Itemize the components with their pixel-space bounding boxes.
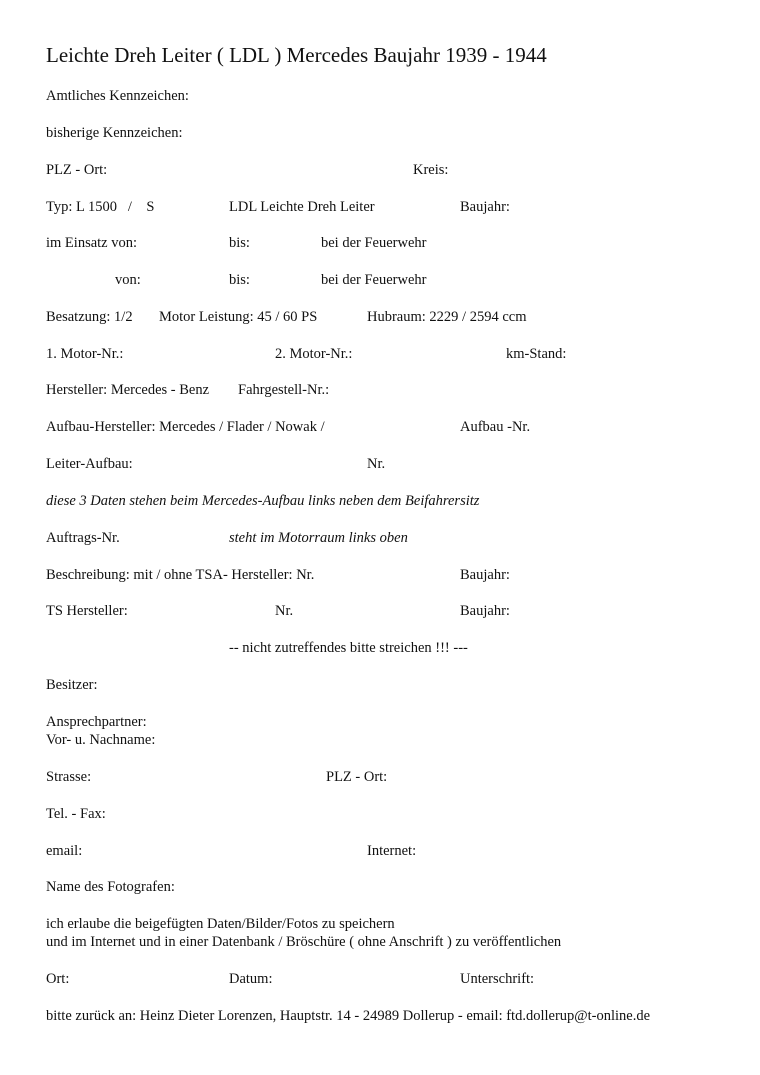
label-leiter-aufbau: Leiter-Aufbau:: [46, 456, 133, 472]
text-ruecksendung: bitte zurück an: Heinz Dieter Lorenzen, Hauptstr. 14 - 24989 Dollerup - email: ftd.dollerup@t-online.de: [46, 1008, 651, 1024]
label-kreis: Kreis:: [413, 162, 449, 178]
page-title: Leichte Dreh Leiter ( LDL ) Mercedes Baujahr 1939 - 1944: [46, 43, 547, 67]
label-besatzung: Besatzung: 1/2: [46, 309, 133, 325]
label-aufbau-hersteller: Aufbau-Hersteller: Mercedes / Flader / Nowak /: [46, 419, 325, 435]
label-bis-1: bis:: [229, 235, 250, 251]
label-motor-leistung: Motor Leistung: 45 / 60 PS: [159, 309, 318, 325]
label-motor-nr-1: 1. Motor-Nr.:: [46, 346, 124, 362]
note-motorraum: steht im Motorraum links oben: [229, 530, 408, 546]
label-bis-2: bis:: [229, 272, 250, 288]
label-fotograf: Name des Fotografen:: [46, 879, 175, 895]
label-plz-ort: PLZ - Ort:: [46, 162, 108, 178]
label-von: von:: [115, 272, 141, 288]
label-hubraum: Hubraum: 2229 / 2594 ccm: [367, 309, 527, 325]
label-amtliches-kennzeichen: Amtliches Kennzeichen:: [46, 88, 189, 104]
label-auftrags-nr: Auftrags-Nr.: [46, 530, 120, 546]
label-bisherige-kennzeichen: bisherige Kennzeichen:: [46, 125, 183, 141]
label-unterschrift: Unterschrift:: [460, 971, 535, 987]
label-nr-1: Nr.: [367, 456, 386, 472]
label-email: email:: [46, 843, 83, 859]
label-ort: Ort:: [46, 971, 70, 987]
label-strasse: Strasse:: [46, 769, 92, 785]
label-im-einsatz-von: im Einsatz von:: [46, 235, 138, 251]
label-internet: Internet:: [367, 843, 417, 859]
label-fahrgestell-nr: Fahrgestell-Nr.:: [238, 382, 330, 398]
label-ansprechpartner: Ansprechpartner:: [46, 714, 147, 730]
label-baujahr-2: Baujahr:: [460, 567, 510, 583]
note-streichen: -- nicht zutreffendes bitte streichen !!! ---: [229, 640, 468, 656]
label-feuerwehr-2: bei der Feuerwehr: [321, 272, 427, 288]
label-km-stand: km-Stand:: [506, 346, 567, 362]
label-hersteller: Hersteller: Mercedes - Benz: [46, 382, 210, 398]
label-datum: Datum:: [229, 971, 273, 987]
note-daten-position: diese 3 Daten stehen beim Mercedes-Aufbau links neben dem Beifahrersitz: [46, 493, 480, 509]
label-motor-nr-2: 2. Motor-Nr.:: [275, 346, 353, 362]
label-ldl: LDL Leichte Dreh Leiter: [229, 199, 375, 215]
label-nr-2: Nr.: [275, 603, 294, 619]
label-typ: Typ: L 1500 / S: [46, 199, 155, 215]
text-erlaubnis-1: ich erlaube die beigefügten Daten/Bilder/Fotos zu speichern: [46, 916, 395, 932]
label-tel-fax: Tel. - Fax:: [46, 806, 106, 822]
label-besitzer: Besitzer:: [46, 677, 98, 693]
label-baujahr-3: Baujahr:: [460, 603, 510, 619]
label-aufbau-nr: Aufbau -Nr.: [460, 419, 531, 435]
text-erlaubnis-2: und im Internet und in einer Datenbank / Bröschüre ( ohne Anschrift ) zu veröffentlichen: [46, 934, 562, 950]
label-beschreibung: Beschreibung: mit / ohne TSA- Hersteller: Nr.: [46, 567, 315, 583]
label-baujahr-1: Baujahr:: [460, 199, 510, 215]
label-vor-nachname: Vor- u. Nachname:: [46, 732, 156, 748]
label-plz-ort-2: PLZ - Ort:: [326, 769, 388, 785]
label-ts-hersteller: TS Hersteller:: [46, 603, 128, 619]
label-feuerwehr-1: bei der Feuerwehr: [321, 235, 427, 251]
